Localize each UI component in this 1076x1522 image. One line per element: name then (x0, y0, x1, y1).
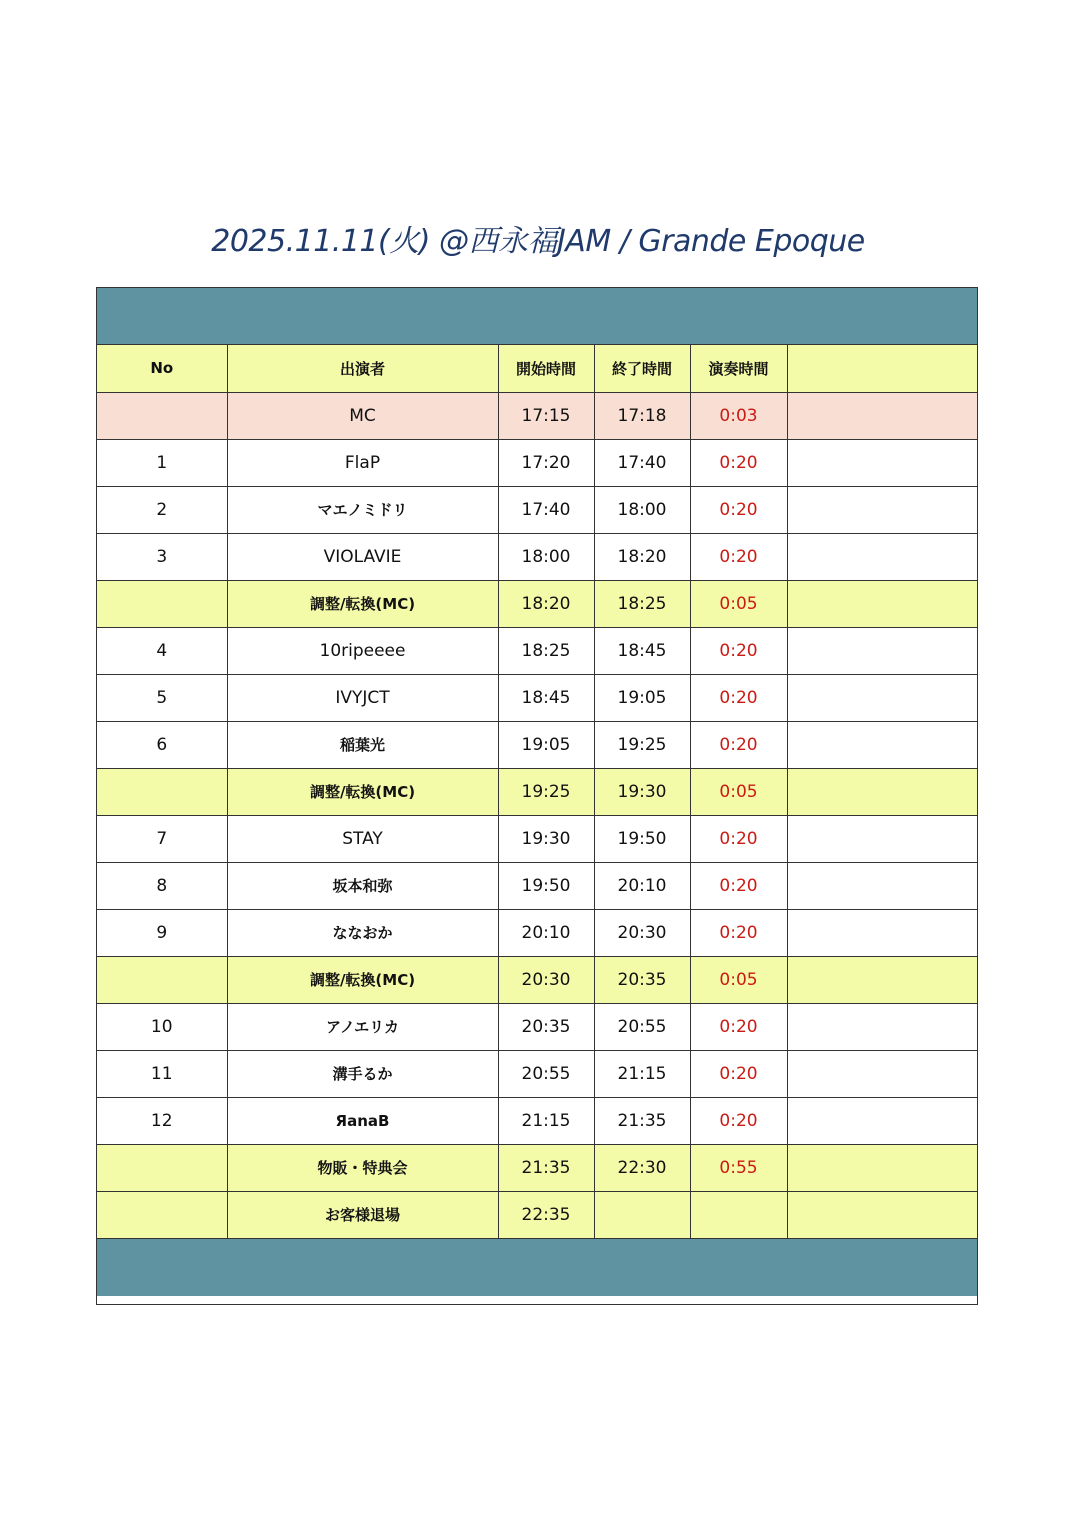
extra-cell (787, 956, 977, 1003)
extra-cell (787, 486, 977, 533)
performer-row (97, 1003, 977, 1050)
column-header-row (97, 345, 977, 392)
start-time: 18:25 (498, 627, 594, 674)
extra-cell (787, 862, 977, 909)
start-time: 18:20 (498, 580, 594, 627)
duration: 0:20 (690, 486, 787, 533)
break-row (97, 1191, 977, 1238)
extra-cell (787, 533, 977, 580)
extra-cell (787, 627, 977, 674)
performer-row (97, 815, 977, 862)
end-time: 17:18 (594, 392, 690, 439)
performer-name: IVYJCT (227, 674, 498, 721)
start-time: 21:35 (498, 1144, 594, 1191)
column-header-no: No (97, 345, 227, 392)
duration (690, 1191, 787, 1238)
break-row (97, 1144, 977, 1191)
duration: 0:05 (690, 768, 787, 815)
performer-name: MC (227, 392, 498, 439)
performer-row (97, 439, 977, 486)
end-time: 19:25 (594, 721, 690, 768)
end-time: 21:15 (594, 1050, 690, 1097)
performer-name: 調整/転換(MC) (227, 768, 498, 815)
duration: 0:20 (690, 674, 787, 721)
column-header-duration: 演奏時間 (690, 345, 787, 392)
performer-name: ななおか (227, 909, 498, 956)
performer-name: FlaP (227, 439, 498, 486)
extra-cell (787, 439, 977, 486)
end-time: 20:55 (594, 1003, 690, 1050)
end-time: 20:30 (594, 909, 690, 956)
extra-cell (787, 721, 977, 768)
row-number: 10 (97, 1003, 227, 1050)
duration: 0:20 (690, 909, 787, 956)
break-row (97, 768, 977, 815)
column-header-start: 開始時間 (498, 345, 594, 392)
end-time: 19:50 (594, 815, 690, 862)
duration: 0:20 (690, 862, 787, 909)
duration: 0:20 (690, 815, 787, 862)
performer-name: 調整/転換(MC) (227, 580, 498, 627)
row-number: 1 (97, 439, 227, 486)
row-number (97, 768, 227, 815)
performer-name: 調整/転換(MC) (227, 956, 498, 1003)
start-time: 19:25 (498, 768, 594, 815)
duration: 0:20 (690, 1003, 787, 1050)
start-time: 17:15 (498, 392, 594, 439)
performer-row (97, 533, 977, 580)
extra-cell (787, 1144, 977, 1191)
start-time: 19:30 (498, 815, 594, 862)
end-time: 18:25 (594, 580, 690, 627)
row-number: 4 (97, 627, 227, 674)
row-number: 7 (97, 815, 227, 862)
extra-cell (787, 674, 977, 721)
performer-name: ЯanaB (227, 1097, 498, 1144)
start-time: 20:10 (498, 909, 594, 956)
start-time: 19:05 (498, 721, 594, 768)
start-time: 17:20 (498, 439, 594, 486)
page-title: 2025.11.11(火) @西永福JAM / Grande Epoque (211, 224, 865, 259)
performer-name: 10ripeeee (227, 627, 498, 674)
header-band (97, 288, 977, 345)
performer-name: アノエリカ (227, 1003, 498, 1050)
row-number (97, 392, 227, 439)
extra-cell (787, 1050, 977, 1097)
end-time: 19:05 (594, 674, 690, 721)
column-header-end: 終了時間 (594, 345, 690, 392)
extra-cell (787, 768, 977, 815)
duration: 0:05 (690, 956, 787, 1003)
extra-cell (787, 1191, 977, 1238)
performer-row (97, 1097, 977, 1144)
performer-row (97, 627, 977, 674)
row-number: 12 (97, 1097, 227, 1144)
break-row (97, 580, 977, 627)
performer-name: STAY (227, 815, 498, 862)
start-time: 21:15 (498, 1097, 594, 1144)
column-header-extra (787, 345, 977, 392)
performer-name: 物販・特典会 (227, 1144, 498, 1191)
start-time: 20:55 (498, 1050, 594, 1097)
start-time: 20:30 (498, 956, 594, 1003)
extra-cell (787, 815, 977, 862)
row-number: 8 (97, 862, 227, 909)
performer-name: 溝手るか (227, 1050, 498, 1097)
extra-cell (787, 1097, 977, 1144)
extra-cell (787, 580, 977, 627)
duration: 0:20 (690, 1097, 787, 1144)
performer-name: 稲葉光 (227, 721, 498, 768)
row-number: 2 (97, 486, 227, 533)
row-number (97, 956, 227, 1003)
row-number: 6 (97, 721, 227, 768)
performer-row (97, 486, 977, 533)
end-time: 20:10 (594, 862, 690, 909)
row-number: 3 (97, 533, 227, 580)
duration: 0:55 (690, 1144, 787, 1191)
performer-row (97, 1050, 977, 1097)
duration: 0:20 (690, 721, 787, 768)
start-time: 18:45 (498, 674, 594, 721)
duration: 0:05 (690, 580, 787, 627)
duration: 0:20 (690, 439, 787, 486)
start-time: 17:40 (498, 486, 594, 533)
start-time: 22:35 (498, 1191, 594, 1238)
column-header-performer: 出演者 (227, 345, 498, 392)
performer-row (97, 721, 977, 768)
performer-row (97, 674, 977, 721)
row-number: 9 (97, 909, 227, 956)
end-time: 21:35 (594, 1097, 690, 1144)
mc-row (97, 392, 977, 439)
end-time: 18:20 (594, 533, 690, 580)
performer-name: マエノミドリ (227, 486, 498, 533)
footer-band (97, 1239, 977, 1296)
end-time: 19:30 (594, 768, 690, 815)
row-number: 11 (97, 1050, 227, 1097)
break-row (97, 956, 977, 1003)
row-number (97, 1144, 227, 1191)
extra-cell (787, 392, 977, 439)
row-number (97, 1191, 227, 1238)
extra-cell (787, 1003, 977, 1050)
end-time: 18:45 (594, 627, 690, 674)
start-time: 18:00 (498, 533, 594, 580)
start-time: 19:50 (498, 862, 594, 909)
performer-row (97, 862, 977, 909)
performer-name: お客様退場 (227, 1191, 498, 1238)
row-number: 5 (97, 674, 227, 721)
end-time: 22:30 (594, 1144, 690, 1191)
end-time: 17:40 (594, 439, 690, 486)
extra-cell (787, 909, 977, 956)
duration: 0:20 (690, 1050, 787, 1097)
row-number (97, 580, 227, 627)
duration: 0:20 (690, 533, 787, 580)
start-time: 20:35 (498, 1003, 594, 1050)
timetable-grid (97, 345, 977, 1239)
end-time (594, 1191, 690, 1238)
end-time: 20:35 (594, 956, 690, 1003)
duration: 0:03 (690, 392, 787, 439)
performer-name: 坂本和弥 (227, 862, 498, 909)
performer-row (97, 909, 977, 956)
end-time: 18:00 (594, 486, 690, 533)
performer-name: VIOLAVIE (227, 533, 498, 580)
duration: 0:20 (690, 627, 787, 674)
timetable (96, 287, 978, 1305)
